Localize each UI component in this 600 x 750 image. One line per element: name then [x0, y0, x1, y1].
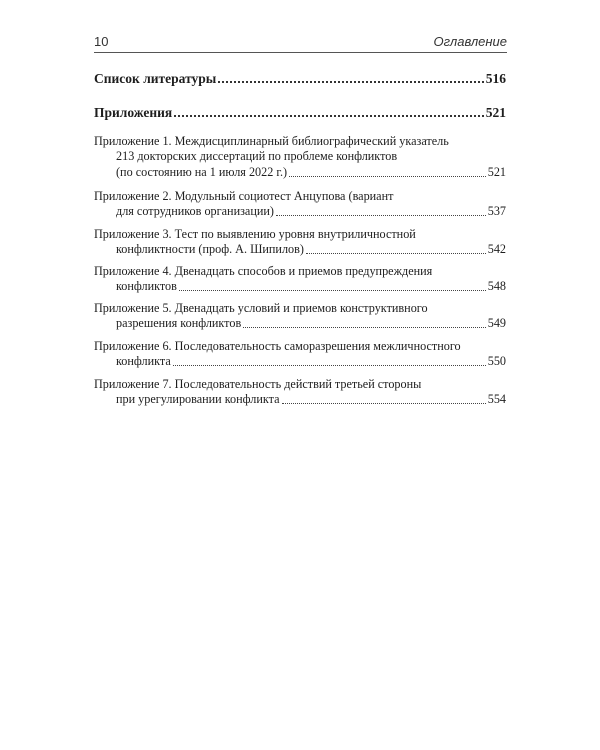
toc-entry-appendix-7[interactable] [94, 377, 506, 408]
toc-entry-appendix-1[interactable] [94, 134, 506, 180]
toc-entry-appendices[interactable] [94, 105, 506, 121]
toc-entry-line: (по состоянию на 1 июля 2022 г.) [116, 164, 288, 179]
toc-entry-page: 549 [487, 316, 506, 331]
toc-entry-appendix-2[interactable] [94, 189, 506, 220]
dot-leader [276, 214, 486, 216]
dot-leader [282, 402, 486, 404]
toc-entry-page: 521 [487, 164, 506, 179]
toc-entry-line: при урегулировании конфликта [116, 392, 280, 407]
toc-entry-page: 516 [485, 71, 506, 86]
dot-leader [243, 326, 486, 328]
running-header [94, 35, 507, 53]
toc-entry-page: 537 [487, 204, 506, 219]
section-title: Оглавление [433, 34, 507, 49]
toc-entry-line: 213 докторских диссертаций по проблеме конфликтов [116, 149, 398, 164]
dot-leader [179, 289, 486, 291]
toc-entry-appendix-4[interactable] [94, 264, 506, 295]
toc-entry-line: Приложение 2. Модульный социотест Анцупова (вариант [94, 189, 394, 203]
toc-entry-appendix-3[interactable] [94, 227, 506, 258]
toc-entry-line: Приложение 4. Двенадцать способов и приемов предупреждения [94, 264, 433, 278]
toc-entry-line: конфликта [116, 354, 171, 369]
toc-entry-page: 548 [487, 279, 506, 294]
toc-entry-title: Список литературы [94, 71, 217, 86]
toc-entry-line: Приложение 5. Двенадцать условий и приемов конструктивного [94, 301, 428, 315]
page-number: 10 [94, 34, 109, 49]
toc-entry-page: 554 [487, 392, 506, 407]
toc-entry-appendix-6[interactable] [94, 339, 506, 370]
toc-entry-line: для сотрудников организации) [116, 204, 274, 219]
toc-entry-bibliography[interactable] [94, 71, 506, 87]
toc-entry-page: 521 [485, 105, 506, 120]
dot-leader [306, 252, 486, 254]
toc-entry-line: Приложение 6. Последовательность саморазрешения межличностного [94, 339, 461, 353]
toc-entry-line: Приложение 3. Тест по выявлению уровня внутриличностной [94, 227, 416, 241]
toc-entry-page: 542 [487, 242, 506, 257]
toc-entry-appendix-5[interactable] [94, 301, 506, 332]
toc-entry-line: конфликтности (проф. А. Шипилов) [116, 242, 304, 257]
toc-entry-line: разрешения конфликтов [116, 316, 242, 331]
toc-entry-line: Приложение 7. Последовательность действий третьей стороны [94, 377, 422, 391]
dot-leader [174, 114, 484, 117]
dot-leader [289, 175, 486, 177]
dot-leader [173, 364, 486, 366]
toc-entry-page: 550 [487, 354, 506, 369]
toc-entry-title: Приложения [94, 105, 173, 120]
dot-leader [218, 80, 483, 83]
toc-entry-line: конфликтов [116, 279, 177, 294]
toc-entry-line: Приложение 1. Междисциплинарный библиографический указатель [94, 134, 449, 148]
